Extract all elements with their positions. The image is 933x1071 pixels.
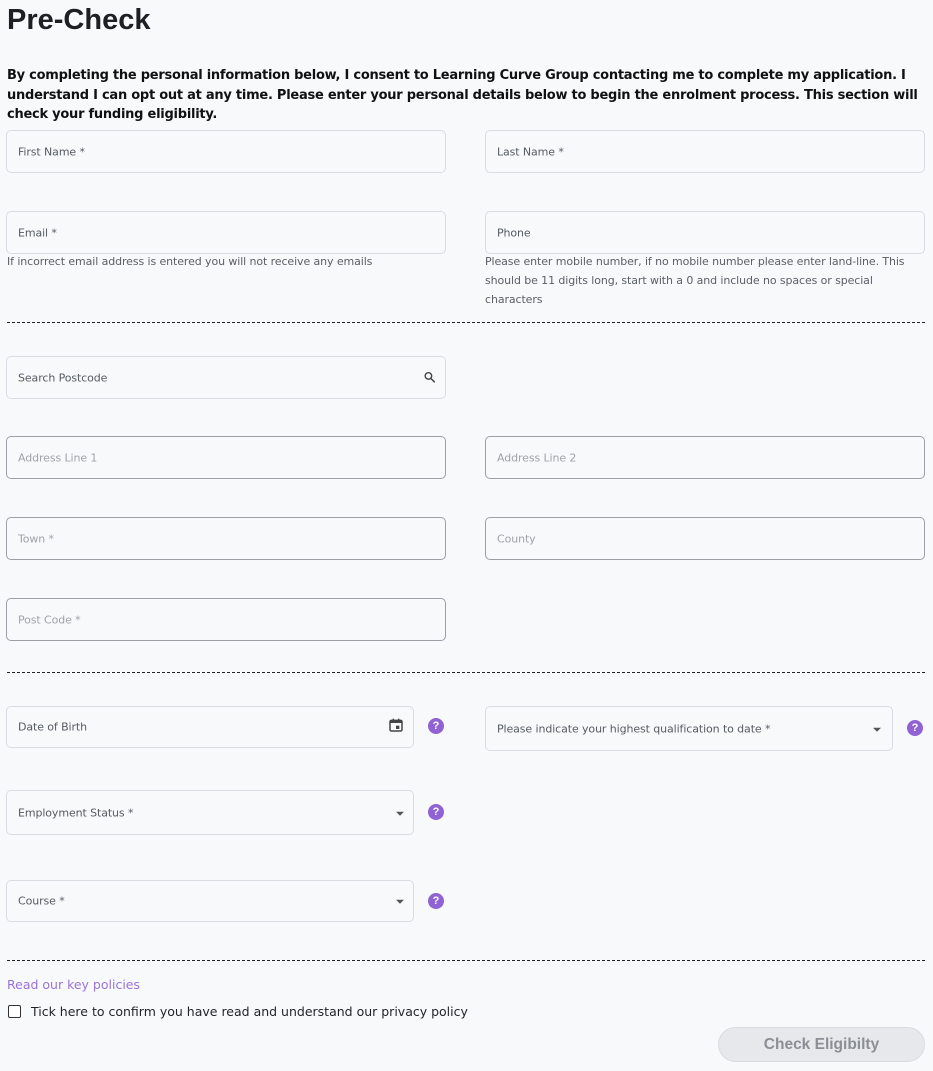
- phone-field[interactable]: [485, 211, 925, 254]
- last-name-label: Last Name *: [497, 145, 564, 158]
- date-of-birth-help-icon[interactable]: ?: [428, 718, 444, 734]
- course-help-icon[interactable]: ?: [428, 893, 444, 909]
- section-divider: [7, 322, 925, 323]
- section-divider: [7, 960, 925, 961]
- privacy-consent-checkbox[interactable]: [8, 1005, 21, 1018]
- privacy-consent-row[interactable]: [8, 1003, 468, 1019]
- chevron-down-icon: [873, 727, 881, 731]
- privacy-consent-label[interactable]: Tick here to confirm you have read and understand our privacy policy: [31, 1003, 468, 1019]
- county-label: County: [497, 532, 536, 545]
- search-postcode-field[interactable]: [6, 356, 446, 399]
- address-line-1-field[interactable]: [6, 436, 446, 479]
- email-label: Email *: [18, 226, 57, 239]
- chevron-down-icon: [396, 811, 404, 815]
- calendar-icon[interactable]: [388, 717, 404, 737]
- employment-status-select[interactable]: [6, 790, 414, 835]
- town-field[interactable]: [6, 517, 446, 560]
- post-code-field[interactable]: [6, 598, 446, 641]
- phone-hint: Please enter mobile number, if no mobile number please enter land-line. This should be 11 digits long, start with a 0 and include no spaces or special characters: [485, 255, 905, 306]
- town-label: Town *: [18, 532, 54, 545]
- county-field[interactable]: [485, 517, 925, 560]
- search-postcode-label: Search Postcode: [18, 371, 108, 384]
- first-name-label: First Name *: [18, 145, 85, 158]
- search-icon[interactable]: [423, 368, 436, 387]
- phone-label: Phone: [497, 226, 531, 239]
- employment-status-help-icon[interactable]: ?: [428, 804, 444, 820]
- section-divider: [7, 672, 925, 673]
- employment-status-label: Employment Status *: [18, 806, 134, 819]
- post-code-label: Post Code *: [18, 613, 81, 626]
- first-name-field[interactable]: [6, 130, 446, 173]
- consent-intro-text: By completing the personal information below, I consent to Learning Curve Group contacting me to complete my application. I understand I can opt out at any time. Please enter your personal details below to begin the enrolment process. This section will check your funding eligibility.: [7, 68, 918, 122]
- qualification-label: Please indicate your highest qualification to date *: [497, 722, 771, 735]
- email-hint: If incorrect email address is entered you will not receive any emails: [7, 255, 373, 268]
- date-of-birth-label: Date of Birth: [18, 720, 87, 734]
- page-title: Pre-Check: [7, 4, 151, 36]
- date-of-birth-field[interactable]: [6, 706, 414, 748]
- key-policies-link[interactable]: Read our key policies: [7, 977, 140, 992]
- address-line-2-label: Address Line 2: [497, 451, 577, 464]
- address-line-2-field[interactable]: [485, 436, 925, 479]
- last-name-field[interactable]: [485, 130, 925, 173]
- email-field[interactable]: [6, 211, 446, 254]
- qualification-help-icon[interactable]: ?: [907, 720, 923, 736]
- course-label: Course *: [18, 894, 65, 908]
- course-select[interactable]: [6, 880, 414, 922]
- chevron-down-icon: [396, 900, 404, 904]
- address-line-1-label: Address Line 1: [18, 451, 98, 464]
- check-eligibility-button[interactable]: Check Eligibilty: [718, 1027, 925, 1062]
- qualification-select[interactable]: [485, 706, 893, 751]
